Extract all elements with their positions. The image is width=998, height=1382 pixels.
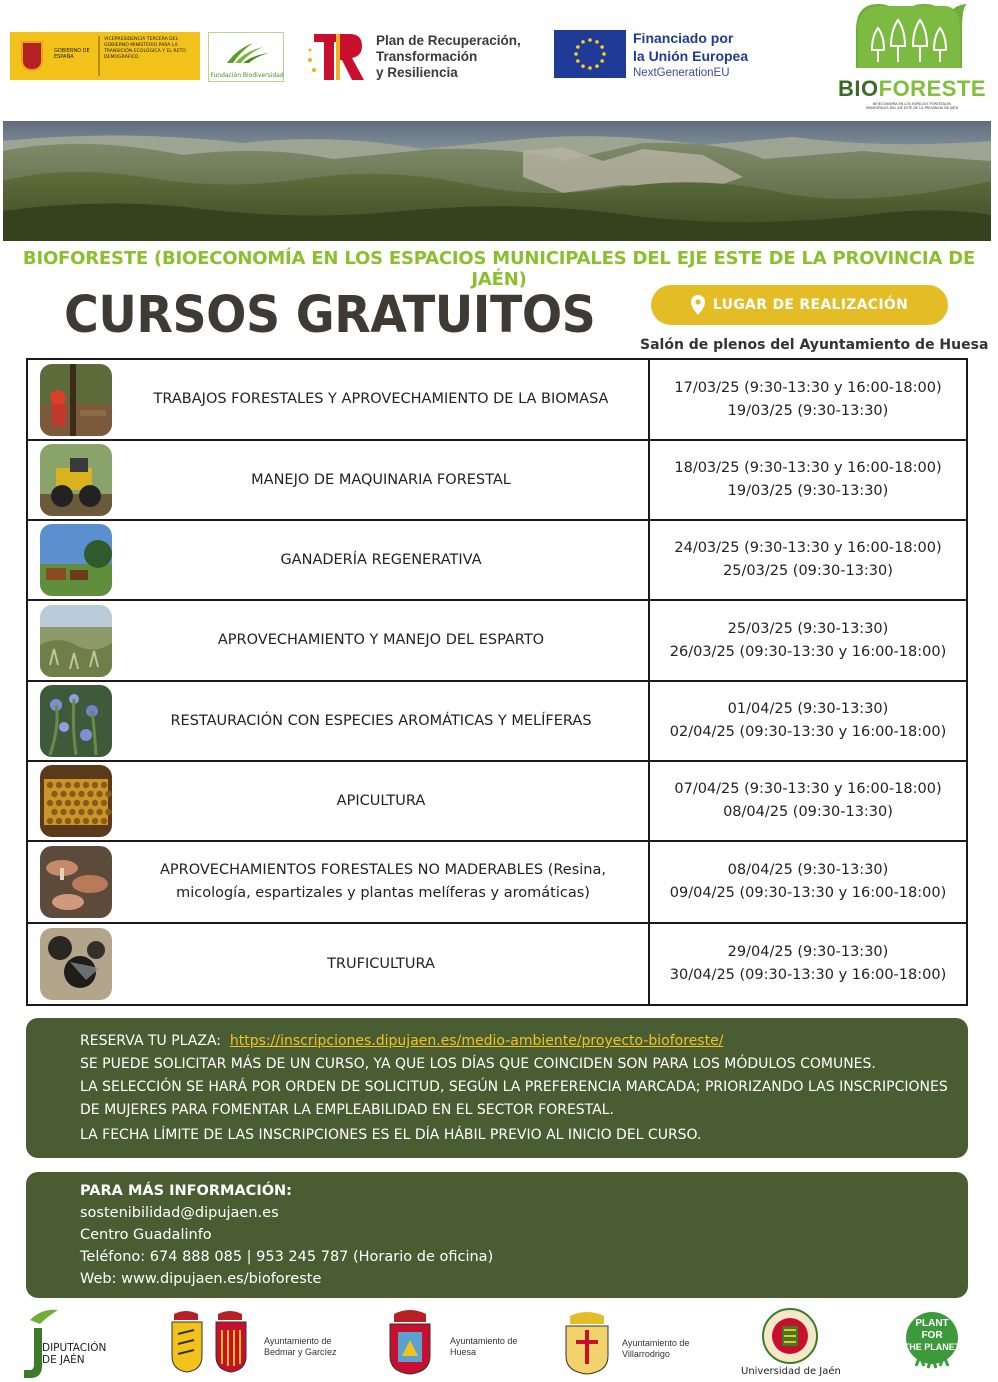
course-date-2: 08/04/25 (09:30-13:30) <box>723 804 893 820</box>
bioforeste-rest: FORESTE <box>878 76 987 101</box>
eu-star <box>595 64 599 68</box>
honeycomb-cell <box>56 818 62 824</box>
course-dates <box>650 601 966 680</box>
course-date-1: 08/04/25 (9:30-13:30) <box>727 862 889 878</box>
honeycomb-cell <box>74 782 80 788</box>
course-date-1: 18/03/25 (9:30-13:30 y 16:00-18:00) <box>674 460 942 476</box>
header-logos <box>0 0 998 120</box>
course-date-2: 09/04/25 (09:30-13:30 y 16:00-18:00) <box>669 885 947 901</box>
plant-for-the-planet-logo <box>898 1308 966 1376</box>
honeycomb-cell <box>96 809 102 815</box>
regenerative-livestock-thumbnail <box>40 524 112 596</box>
fundacion-text: Fundación Biodiversidad <box>210 72 284 79</box>
honeycomb-cell <box>105 809 111 815</box>
course-dates <box>650 682 966 760</box>
reservation-note-2: LA SELECCIÓN SE HARÁ POR ORDEN DE SOLICITUD, SEGÚN LA PREFERENCIA MARCADA; PRIORIZANDO LAS INSCRIPCIONES <box>80 1079 948 1095</box>
course-cell <box>28 360 650 439</box>
eu-star <box>581 64 585 68</box>
course-date-1: 01/04/25 (9:30-13:30) <box>727 701 889 717</box>
esparto-grass-thumbnail <box>40 605 112 677</box>
honeycomb-cell <box>69 809 75 815</box>
honeycomb-cell <box>65 800 71 806</box>
reservation-note-1: SE PUEDE SOLICITAR MÁS DE UN CURSO, YA QUE LOS DÍAS QUE COINCIDEN SON PARA LOS MÓDULOS COMUNES. <box>80 1056 876 1072</box>
ministerio-text: VICEPRESIDENCIA TERCERA DEL GOBIERNO MINISTERIO PARA LA TRANSICIÓN ECOLÓGICA Y EL RETO DEMOGRÁFICO <box>104 37 186 60</box>
course-row <box>28 521 966 601</box>
contact-phone: Teléfono: 674 888 085 | 953 245 787 (Horario de oficina) <box>80 1249 494 1265</box>
plan-recuperacion-logo <box>306 30 366 82</box>
honeycomb-cell <box>105 791 111 797</box>
location-pin-icon <box>691 295 705 315</box>
course-dates <box>650 441 966 519</box>
honeycomb-cell <box>87 809 93 815</box>
forestry-work-thumbnail <box>40 364 112 436</box>
forestry-machinery-thumbnail <box>40 444 112 516</box>
bioforeste-wordmark <box>838 76 986 102</box>
universidad-jaen-seal-icon <box>762 1308 818 1364</box>
course-row <box>28 924 966 1004</box>
diputacion-text <box>42 1342 106 1366</box>
mushrooms-thumbnail <box>40 846 112 918</box>
honeycomb-cell <box>83 800 89 806</box>
fundacion-biodiversidad-logo <box>208 32 284 82</box>
contact-email[interactable]: sostenibilidad@dipujaen.es <box>80 1205 279 1221</box>
course-date-1: 17/03/25 (9:30-13:30 y 16:00-18:00) <box>674 379 942 396</box>
course-date-2: 02/04/25 (09:30-13:30 y 16:00-18:00) <box>669 724 947 740</box>
bedmar-line-1: Ayuntamiento de <box>264 1336 332 1346</box>
course-dates <box>650 521 966 599</box>
course-row <box>28 762 966 842</box>
plant-line-2: FOR <box>921 1330 943 1341</box>
course-name <box>122 859 644 905</box>
reservation-note-3: DE MUJERES PARA FOMENTAR LA EMPLEABILIDAD EN EL SECTOR FORESTAL. <box>80 1102 614 1118</box>
truffle-thumbnail <box>40 928 112 1000</box>
course-dates <box>650 842 966 922</box>
contact-center: Centro Guadalinfo <box>80 1227 212 1243</box>
eu-funded-text <box>633 29 748 65</box>
honeycomb-cell <box>83 782 89 788</box>
honeycomb-cell <box>92 818 98 824</box>
contact-info-box <box>26 1172 968 1298</box>
course-date-1: 29/04/25 (9:30-13:30) <box>727 944 889 960</box>
course-cell <box>28 762 650 840</box>
beekeeping-thumbnail <box>40 765 112 837</box>
honeycomb-cell <box>87 791 93 797</box>
honeycomb-cell <box>56 782 62 788</box>
course-name: MANEJO DE MAQUINARIA FORESTAL <box>251 471 511 488</box>
location-badge <box>651 285 948 325</box>
project-title: BIOFORESTE (BIOECONOMÍA EN LOS ESPACIOS MUNICIPALES DEL EJE ESTE DE LA PROVINCIA DE JAÉN) <box>22 248 976 290</box>
reservation-label: RESERVA TU PLAZA: <box>80 1033 222 1049</box>
honeycomb-cell <box>47 800 53 806</box>
course-name-line-2: micología, espartizales y plantas melíferas y aromáticas) <box>176 885 590 901</box>
reservation-box <box>26 1018 968 1158</box>
eu-star <box>600 59 604 63</box>
location-label: LUGAR DE REALIZACIÓN <box>712 297 909 313</box>
gobierno-logo <box>10 32 200 80</box>
bioforeste-subtitle: BIOECONOMÍA EN LOS ESPACIOS FORESTALES MUNICIPALES DEL EJE ESTE DE LA PROVINCIA DE JAÉN <box>866 102 958 110</box>
course-cell <box>28 842 650 922</box>
course-name: GANADERÍA REGENERATIVA <box>280 551 482 568</box>
course-dates <box>650 360 966 439</box>
honeycomb-cell <box>74 818 80 824</box>
villarrodrigo-coat-of-arms-icon <box>562 1308 612 1376</box>
villarrodrigo-line-1: Ayuntamiento de <box>622 1338 690 1348</box>
honeycomb-cell <box>83 818 89 824</box>
course-dates <box>650 924 966 1004</box>
course-row <box>28 842 966 924</box>
course-cell <box>28 521 650 599</box>
mountain-landscape-banner <box>3 121 991 241</box>
plan-line-3: y Resiliencia <box>376 65 458 80</box>
honeycomb-cell <box>92 782 98 788</box>
contact-heading: PARA MÁS INFORMACIÓN: <box>80 1183 292 1199</box>
reservation-line <box>80 1030 968 1053</box>
huesa-line-1: Ayuntamiento de <box>450 1336 518 1346</box>
course-cell <box>28 441 650 519</box>
eu-star <box>602 52 606 56</box>
page-title: CURSOS GRATUITOS <box>64 286 596 345</box>
course-date-1: 25/03/25 (9:30-13:30) <box>727 620 889 637</box>
course-date-2: 25/03/25 (09:30-13:30) <box>723 563 893 579</box>
course-name: TRABAJOS FORESTALES Y APROVECHAMIENTO DE LA BIOMASA <box>153 391 609 407</box>
bedmar-coat-of-arms-icon <box>168 1308 252 1374</box>
contact-web[interactable]: Web: www.dipujaen.es/bioforeste <box>80 1271 322 1287</box>
honeycomb-cell <box>60 791 66 797</box>
course-date-1: 07/04/25 (9:30-13:30 y 16:00-18:00) <box>674 781 942 797</box>
huesa-coat-of-arms-icon <box>386 1306 434 1376</box>
eu-star <box>588 66 592 70</box>
diputacion-line-2: DE JAÉN <box>42 1354 85 1366</box>
honeycomb-cell <box>92 800 98 806</box>
gobierno-text: GOBIERNO DE ESPAÑA <box>54 48 90 60</box>
plan-recuperacion-text <box>376 33 521 81</box>
eu-line-1: Financiado por <box>633 30 734 46</box>
course-row <box>28 601 966 682</box>
course-name: RESTAURACIÓN CON ESPECIES AROMÁTICAS Y MELÍFERAS <box>170 712 592 729</box>
course-date-2: 19/03/25 (9:30-13:30) <box>727 483 889 499</box>
huesa-text <box>450 1336 517 1358</box>
reservation-note-4: LA FECHA LÍMITE DE LAS INSCRIPCIONES ES EL DÍA HÁBIL PREVIO AL INICIO DEL CURSO. <box>80 1127 702 1143</box>
honeycomb-cell <box>51 791 57 797</box>
next-generation-text: NextGenerationEU <box>633 67 730 79</box>
course-row <box>28 360 966 441</box>
eu-star <box>576 59 580 63</box>
course-date-2: 26/03/25 (09:30-13:30 y 16:00-18:00) <box>669 643 947 660</box>
villarrodrigo-text <box>622 1338 689 1360</box>
bedmar-text <box>264 1336 337 1358</box>
honeycomb-cell <box>74 800 80 806</box>
honeycomb-cell <box>101 800 107 806</box>
honeycomb-cell <box>78 809 84 815</box>
universidad-text: Universidad de Jaén <box>741 1366 841 1377</box>
honeycomb-cell <box>65 818 71 824</box>
eu-line-2: la Unión Europea <box>633 48 749 64</box>
honeycomb-cell <box>96 791 102 797</box>
course-name: APROVECHAMIENTO Y MANEJO DEL ESPARTO <box>217 632 545 648</box>
course-name-line-1: APROVECHAMIENTOS FORESTALES NO MADERABLES (Resina, <box>159 862 606 878</box>
course-row <box>28 682 966 762</box>
honeycomb-cell <box>51 809 57 815</box>
honeycomb-cell <box>47 782 53 788</box>
course-date-1: 24/03/25 (9:30-13:30 y 16:00-18:00) <box>674 540 942 556</box>
diputacion-line-1: DIPUTACIÓN <box>42 1342 107 1354</box>
course-dates <box>650 762 966 840</box>
huesa-line-2: Huesa <box>450 1347 477 1357</box>
course-date-2: 19/03/25 (9:30-13:30) <box>727 402 889 419</box>
eu-star <box>576 45 580 49</box>
aromatic-plants-thumbnail <box>40 685 112 757</box>
honeycomb-cell <box>60 809 66 815</box>
honeycomb-cell <box>65 782 71 788</box>
honeycomb-cell <box>101 782 107 788</box>
eu-flag-icon <box>554 30 626 78</box>
honeycomb-cell <box>69 791 75 797</box>
bioforeste-bio: BIO <box>838 76 879 101</box>
honeycomb-cell <box>47 818 53 824</box>
villarrodrigo-line-2: Villarrodrigo <box>622 1349 670 1359</box>
eu-star <box>588 38 592 42</box>
honeycomb-cell <box>56 800 62 806</box>
eu-star <box>574 52 578 56</box>
courses-table <box>26 358 968 1006</box>
honeycomb-cell <box>78 791 84 797</box>
plant-line-3: THE PLANET <box>903 1342 961 1352</box>
eu-star <box>600 45 604 49</box>
plan-line-2: Transformación <box>376 49 478 64</box>
registration-link[interactable]: https://inscripciones.dipujaen.es/medio-ambiente/proyecto-bioforeste/ <box>229 1033 724 1049</box>
course-cell <box>28 682 650 760</box>
eu-star <box>595 40 599 44</box>
location-value: Salón de plenos del Ayuntamiento de Huesa <box>640 337 989 353</box>
coat-of-arms-icon <box>10 32 54 80</box>
course-cell <box>28 924 650 1004</box>
course-cell <box>28 601 650 680</box>
course-name: TRUFICULTURA <box>327 955 435 972</box>
grass-icon <box>223 41 271 65</box>
eu-star <box>581 40 585 44</box>
honeycomb-cell <box>101 818 107 824</box>
bedmar-line-2: Bedmar y Garcíez <box>264 1347 337 1357</box>
plant-line-1: PLANT <box>915 1318 949 1329</box>
course-row <box>28 441 966 521</box>
course-date-2: 30/04/25 (09:30-13:30 y 16:00-18:00) <box>669 967 947 983</box>
plan-line-1: Plan de Recuperación, <box>376 33 521 48</box>
course-name: APICULTURA <box>336 792 426 809</box>
